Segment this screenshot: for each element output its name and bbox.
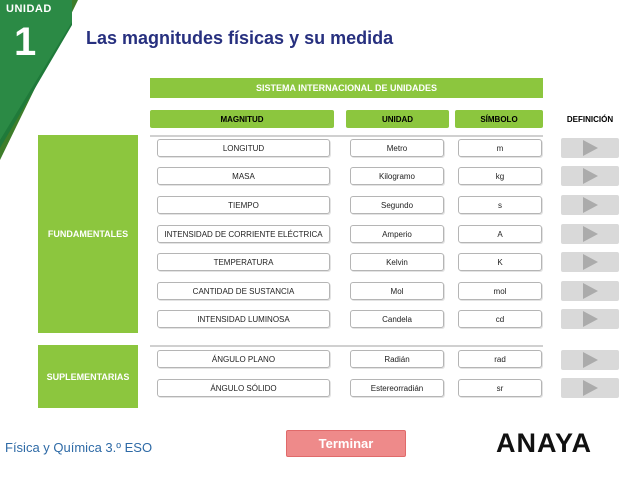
simbolo-cell: rad bbox=[458, 350, 542, 368]
anaya-logo: ANAYA bbox=[496, 428, 593, 458]
definition-button[interactable] bbox=[561, 252, 619, 272]
unit-number: 1 bbox=[14, 20, 37, 64]
group-label-fundamentales: FUNDAMENTALES bbox=[38, 135, 138, 333]
magnitud-cell: TIEMPO bbox=[157, 196, 330, 214]
play-triangle-icon bbox=[583, 254, 598, 270]
unit-label: UNIDAD bbox=[6, 3, 52, 15]
simbolo-cell: K bbox=[458, 253, 542, 271]
definition-button[interactable] bbox=[561, 138, 619, 158]
magnitud-cell: ÁNGULO PLANO bbox=[157, 350, 330, 368]
magnitud-cell: LONGITUD bbox=[157, 139, 330, 157]
unidad-cell: Amperio bbox=[350, 225, 444, 243]
play-triangle-icon bbox=[583, 226, 598, 242]
unidad-cell: Radián bbox=[350, 350, 444, 368]
unidad-cell: Estereorradián bbox=[350, 379, 444, 397]
simbolo-cell: m bbox=[458, 139, 542, 157]
play-triangle-icon bbox=[583, 197, 598, 213]
simbolo-cell: mol bbox=[458, 282, 542, 300]
definition-button[interactable] bbox=[561, 378, 619, 398]
unidad-cell: Kilogramo bbox=[350, 167, 444, 185]
simbolo-cell: kg bbox=[458, 167, 542, 185]
terminar-button[interactable]: Terminar bbox=[286, 430, 406, 457]
simbolo-cell: A bbox=[458, 225, 542, 243]
header-definicion: DEFINICIÓN bbox=[566, 114, 614, 124]
header-simbolo: SÍMBOLO bbox=[455, 110, 543, 128]
definition-button[interactable] bbox=[561, 281, 619, 301]
magnitud-cell: INTENSIDAD DE CORRIENTE ELÉCTRICA bbox=[157, 225, 330, 243]
play-triangle-icon bbox=[583, 380, 598, 396]
definition-button[interactable] bbox=[561, 309, 619, 329]
simbolo-cell: cd bbox=[458, 310, 542, 328]
definition-button[interactable] bbox=[561, 195, 619, 215]
simbolo-cell: sr bbox=[458, 379, 542, 397]
play-triangle-icon bbox=[583, 352, 598, 368]
unidad-cell: Candela bbox=[350, 310, 444, 328]
header-unidad: UNIDAD bbox=[346, 110, 449, 128]
page-title: Las magnitudes físicas y su medida bbox=[86, 28, 394, 48]
unidad-cell: Segundo bbox=[350, 196, 444, 214]
magnitud-cell: INTENSIDAD LUMINOSA bbox=[157, 310, 330, 328]
magnitud-cell: TEMPERATURA bbox=[157, 253, 330, 271]
magnitud-cell: ÁNGULO SÓLIDO bbox=[157, 379, 330, 397]
definition-button[interactable] bbox=[561, 224, 619, 244]
play-triangle-icon bbox=[583, 140, 598, 156]
unidad-cell: Mol bbox=[350, 282, 444, 300]
magnitud-cell: MASA bbox=[157, 167, 330, 185]
play-triangle-icon bbox=[583, 168, 598, 184]
play-triangle-icon bbox=[583, 311, 598, 327]
definition-button[interactable] bbox=[561, 350, 619, 370]
course-label: Física y Química 3.º ESO bbox=[5, 440, 153, 455]
unidad-cell: Kelvin bbox=[350, 253, 444, 271]
magnitud-cell: CANTIDAD DE SUSTANCIA bbox=[157, 282, 330, 300]
simbolo-cell: s bbox=[458, 196, 542, 214]
play-triangle-icon bbox=[583, 283, 598, 299]
table-banner: SISTEMA INTERNACIONAL DE UNIDADES bbox=[150, 78, 543, 98]
unidad-cell: Metro bbox=[350, 139, 444, 157]
definition-button[interactable] bbox=[561, 166, 619, 186]
header-magnitud: MAGNITUD bbox=[150, 110, 334, 128]
group-label-suplementarias: SUPLEMENTARIAS bbox=[38, 345, 138, 408]
